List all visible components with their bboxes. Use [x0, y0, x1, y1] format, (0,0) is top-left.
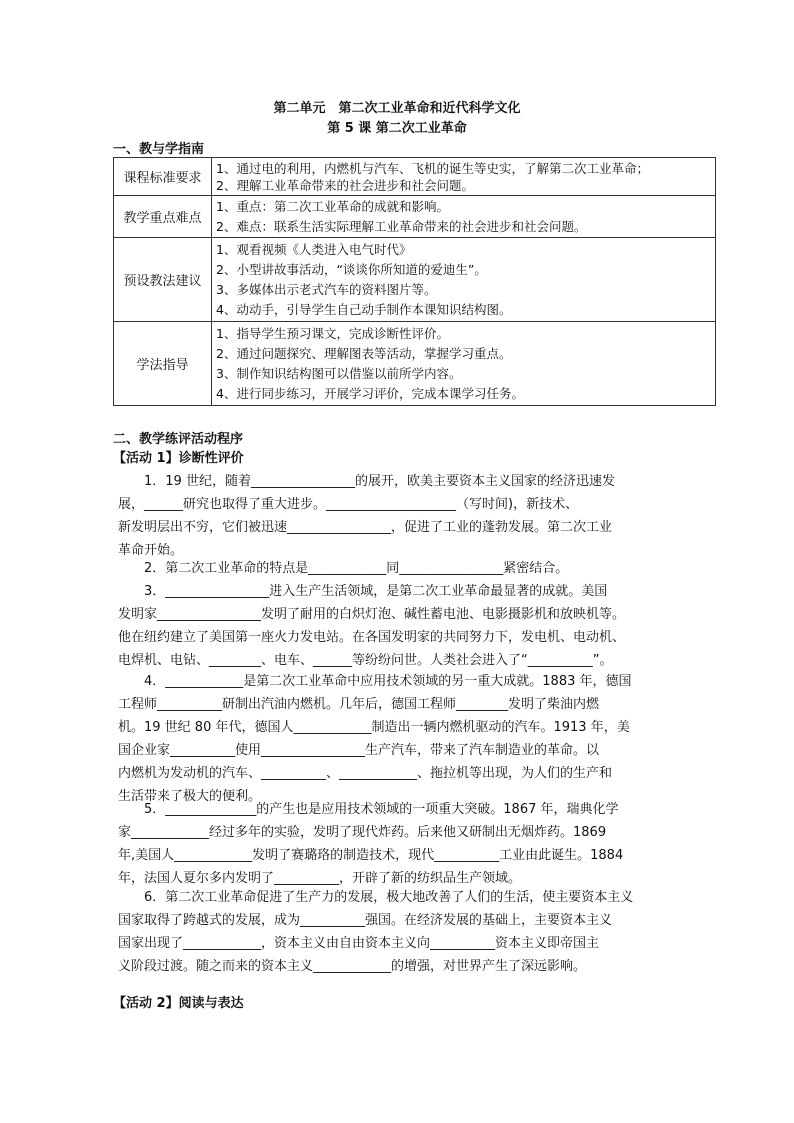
text-line: 1．19 世纪，随着________________的展开，欧美主要资本主义国家的经济迅速发: [144, 474, 615, 489]
row-label: 学法指导: [114, 322, 212, 406]
unit-title: 第二单元 第二次工业革命和近代科学文化: [273, 101, 521, 116]
question-1: [118, 470, 718, 562]
text-line: 发明家________________发明了耐用的白炽灯泡、碱性蓄电池、电影摄影机和放映机等。: [118, 607, 626, 622]
list-item: 2、通过问题探究、理解图表等活动，掌握学习重点。: [216, 345, 512, 361]
text-line: 3．________________进入生产生活领域，是第二次工业革命最显著的成就。美国: [144, 584, 608, 599]
list-item: 2、理解工业革命带来的社会进步和社会问题。: [216, 177, 474, 193]
text-line: 年,美国人____________发明了赛璐珞的制造技术，现代__________工业由此诞生。1884: [118, 848, 624, 863]
text-line: 新发明层出不穷，它们被迅速________________，促进了工业的蓬勃发展。第二次工业: [118, 520, 613, 535]
row-content: [212, 196, 716, 238]
text-line: 国家取得了跨越式的发展，成为__________强国。在经济发展的基础上，主要资本主义: [118, 913, 613, 928]
list-item: 1、重点：第二次工业革命的成就和影响。: [216, 198, 449, 214]
question-5: [118, 798, 718, 890]
list-item: 4、动动手，引导学生自己动手制作本课知识结构图。: [216, 301, 512, 317]
activity-2-heading: 【活动 2】阅读与表达: [113, 996, 244, 1011]
activity-1-heading: 【活动 1】诊断性评价: [113, 451, 244, 466]
lesson-title: 第 5 课 第二次工业革命: [327, 121, 467, 136]
text-line: 6．第二次工业革命促进了生产力的发展，极大地改善了人们的生活，使主要资本主义: [144, 890, 634, 905]
text-line: 电焊机、电钻、________、电车、______等纷纷问世。人类社会进入了“__________”。: [118, 653, 613, 668]
text-line: 他在纽约建立了美国第一座火力发电站。在各国发明家的共同努力下，发电机、电动机、: [118, 630, 626, 645]
list-item: 3、多媒体出示老式汽车的资料图片等。: [216, 281, 437, 297]
row-label: 课程标准要求: [114, 158, 212, 196]
list-item: 3、制作知识结构图可以借鉴以前所学内容。: [216, 365, 462, 381]
row-label: 教学重点难点: [114, 196, 212, 238]
list-item: 2、小型讲故事活动，“谈谈你所知道的爱迪生”。: [216, 261, 487, 277]
text-line: 机。19 世纪 80 年代，德国人____________制造出一辆内燃机驱动的汽车。1913 年，美: [118, 720, 630, 735]
text-line: 国家出现了____________，资本主义由自由资本主义向__________资本主义即帝国主: [118, 936, 600, 951]
table-row: [114, 196, 716, 238]
list-item: 1、观看视频《人类进入电气时代》: [216, 241, 412, 257]
row-content: [212, 158, 716, 196]
table-row: [114, 322, 716, 406]
text-line: 家____________经过多年的实验，发明了现代炸药。后来他又研制出无烟炸药。1869: [118, 825, 607, 840]
text-line: 5．______________的产生也是应用技术领域的一项重大突破。1867 年，瑞典化学: [144, 802, 619, 817]
list-item: 1、通过电的利用，内燃机与汽车、飞机的诞生等史实，了解第二次工业革命；: [216, 160, 649, 176]
text-line: 义阶段过渡。随之而来的资本主义____________的增强，对世界产生了深远影响。: [118, 959, 587, 974]
question-4: [118, 670, 718, 808]
guide-table: [113, 157, 716, 406]
text-line: 年，法国人夏尔多内发明了__________，开辟了新的纺织品生产领域。: [118, 871, 522, 886]
list-item: 1、指导学生预习课文，完成诊断性评价。: [216, 325, 449, 341]
text-line: 革命开始。: [118, 543, 184, 558]
question-2: [118, 557, 718, 580]
text-line: 国企业家__________使用________________生产汽车，带来了汽车制造业的革命。以: [118, 743, 600, 758]
text-line: 工程师__________研制出汽油内燃机。几年后，德国工程师________发明了柴油内燃: [118, 697, 600, 712]
row-content: [212, 322, 716, 406]
table-row: [114, 238, 716, 322]
text-line: 内燃机为发动机的汽车、__________、____________、拖拉机等出现，为人们的生产和: [118, 766, 613, 781]
list-item: 4、进行同步练习，开展学习评价，完成本课学习任务。: [216, 385, 524, 401]
text-line: 展，______研究也取得了重大进步。____________________（写时间)，新技术、: [118, 497, 579, 512]
text-line: 2．第二次工业革命的特点是____________同________________紧密结合。: [144, 561, 569, 576]
section-heading-activities: 二、教学练评活动程序: [113, 432, 244, 447]
row-content: [212, 238, 716, 322]
section-heading-guide: 一、教与学指南: [113, 142, 205, 157]
text-line: 生活带来了极大的便利。: [118, 789, 262, 804]
row-label: 预设教法建议: [114, 238, 212, 322]
text-line: 4．____________是第二次工业革命中应用技术领域的另一重大成就。1883 年，德国: [144, 674, 632, 689]
question-3: [118, 580, 718, 672]
list-item: 2、难点：联系生活实际理解工业革命带来的社会进步和社会问题。: [216, 218, 587, 234]
table-row: [114, 158, 716, 196]
question-6: [118, 886, 718, 978]
